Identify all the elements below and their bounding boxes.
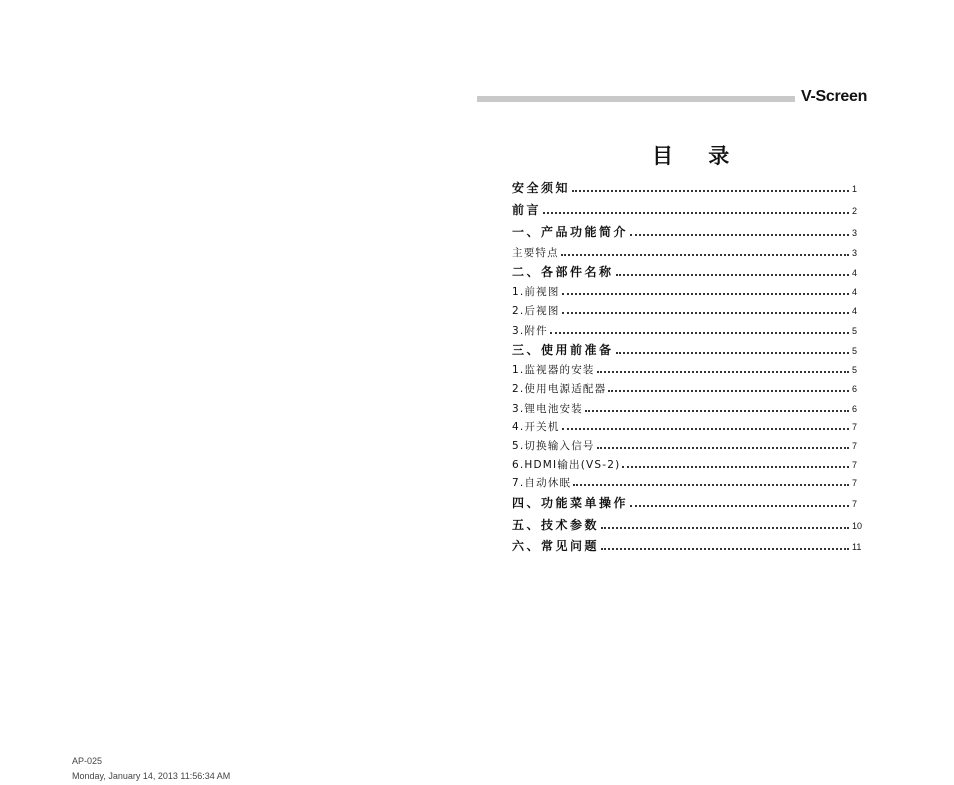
toc-page-number: 4 [852,287,858,297]
toc-dot-leader [597,371,849,373]
toc-entry[interactable] [512,320,866,336]
toc-entry[interactable] [512,378,866,394]
toc-entry[interactable] [512,222,866,238]
toc-entry-label: 二、各部件名称 [512,265,614,279]
toc-page-number: 7 [852,422,858,432]
toc-entry-label: 2.使用电源适配器 [512,382,607,395]
document-code: AP-025 [72,756,103,766]
toc-page-number: 5 [852,326,858,336]
toc-entry-label: 3.锂电池安装 [512,402,583,415]
toc-page-number: 5 [852,346,858,356]
toc-entry-label: 四、功能菜单操作 [512,496,629,510]
toc-page-number: 3 [852,248,858,258]
toc-entry-label: 7.自动休眠 [512,476,572,489]
toc-entry-label: 2.后视图 [512,304,560,317]
toc-entry[interactable] [512,472,866,488]
toc-entry[interactable] [512,493,866,509]
toc-page-number: 7 [852,460,858,470]
toc-dot-leader [562,428,849,430]
toc-dot-leader [562,293,849,295]
toc-page-number: 7 [852,478,858,488]
toc-entry[interactable] [512,262,866,278]
toc-dot-leader [561,254,849,256]
toc-entry[interactable] [512,359,866,375]
toc-dot-leader [597,447,849,449]
toc-entry-label: 安全须知 [512,181,571,195]
toc-dot-leader [601,548,849,550]
toc-page-number: 3 [852,228,858,238]
brand-logo-text: V-Screen [801,88,868,105]
toc-entry[interactable] [512,454,866,470]
toc-entry-label: 五、技术参数 [512,518,600,532]
toc-dot-leader [585,410,849,412]
toc-entry[interactable] [512,281,866,297]
toc-page-number: 10 [852,521,863,531]
toc-page-number: 6 [852,404,858,414]
toc-entry[interactable] [512,200,866,216]
toc-entry-label: 3.附件 [512,324,548,337]
toc-entry-label: 一、产品功能简介 [512,225,629,239]
toc-dot-leader [562,312,849,314]
toc-page-number: 4 [852,268,858,278]
toc-dot-leader [622,466,849,468]
toc-dot-leader [543,212,849,214]
toc-dot-leader [616,352,849,354]
toc-page-number: 6 [852,384,858,394]
toc-dot-leader [630,234,849,236]
toc-entry[interactable] [512,242,866,258]
toc-dot-leader [572,190,849,192]
toc-title: 目 录 [652,144,744,168]
toc-entry-label: 5.切换输入信号 [512,439,595,452]
toc-page-number: 1 [852,184,858,194]
toc-entry[interactable] [512,515,866,531]
toc-dot-leader [601,527,849,529]
toc-dot-leader [616,274,849,276]
toc-page-number: 7 [852,499,858,509]
toc-entry-label: 三、使用前准备 [512,343,614,357]
toc-dot-leader [573,484,849,486]
toc-page-number: 11 [852,542,862,552]
toc-entry-label: 六、常见问题 [512,539,600,553]
toc-entry-label: 4.开关机 [512,420,560,433]
toc-page-number: 5 [852,365,858,375]
toc-page-number: 2 [852,206,858,216]
toc-page-number: 4 [852,306,858,316]
toc-entry[interactable] [512,435,866,451]
toc-entry-label: 6.HDMI输出(VS-2) [512,458,621,471]
toc-entry-label: 1.监视器的安装 [512,363,595,376]
toc-entry-label: 主要特点 [512,246,559,259]
toc-entry[interactable] [512,300,866,316]
toc-page-number: 7 [852,441,858,451]
toc-dot-leader [608,390,849,392]
toc-entry[interactable] [512,178,866,194]
toc-dot-leader [550,332,849,334]
print-timestamp: Monday, January 14, 2013 11:56:34 AM [72,771,231,781]
toc-entry-label: 前言 [512,203,542,217]
toc-dot-leader [630,505,849,507]
header-rule [477,96,795,102]
toc-entry-label: 1.前视图 [512,285,560,298]
toc-entry[interactable] [512,536,866,552]
toc-entry[interactable] [512,340,866,356]
toc-entry[interactable] [512,398,866,414]
toc-entry[interactable] [512,416,866,432]
